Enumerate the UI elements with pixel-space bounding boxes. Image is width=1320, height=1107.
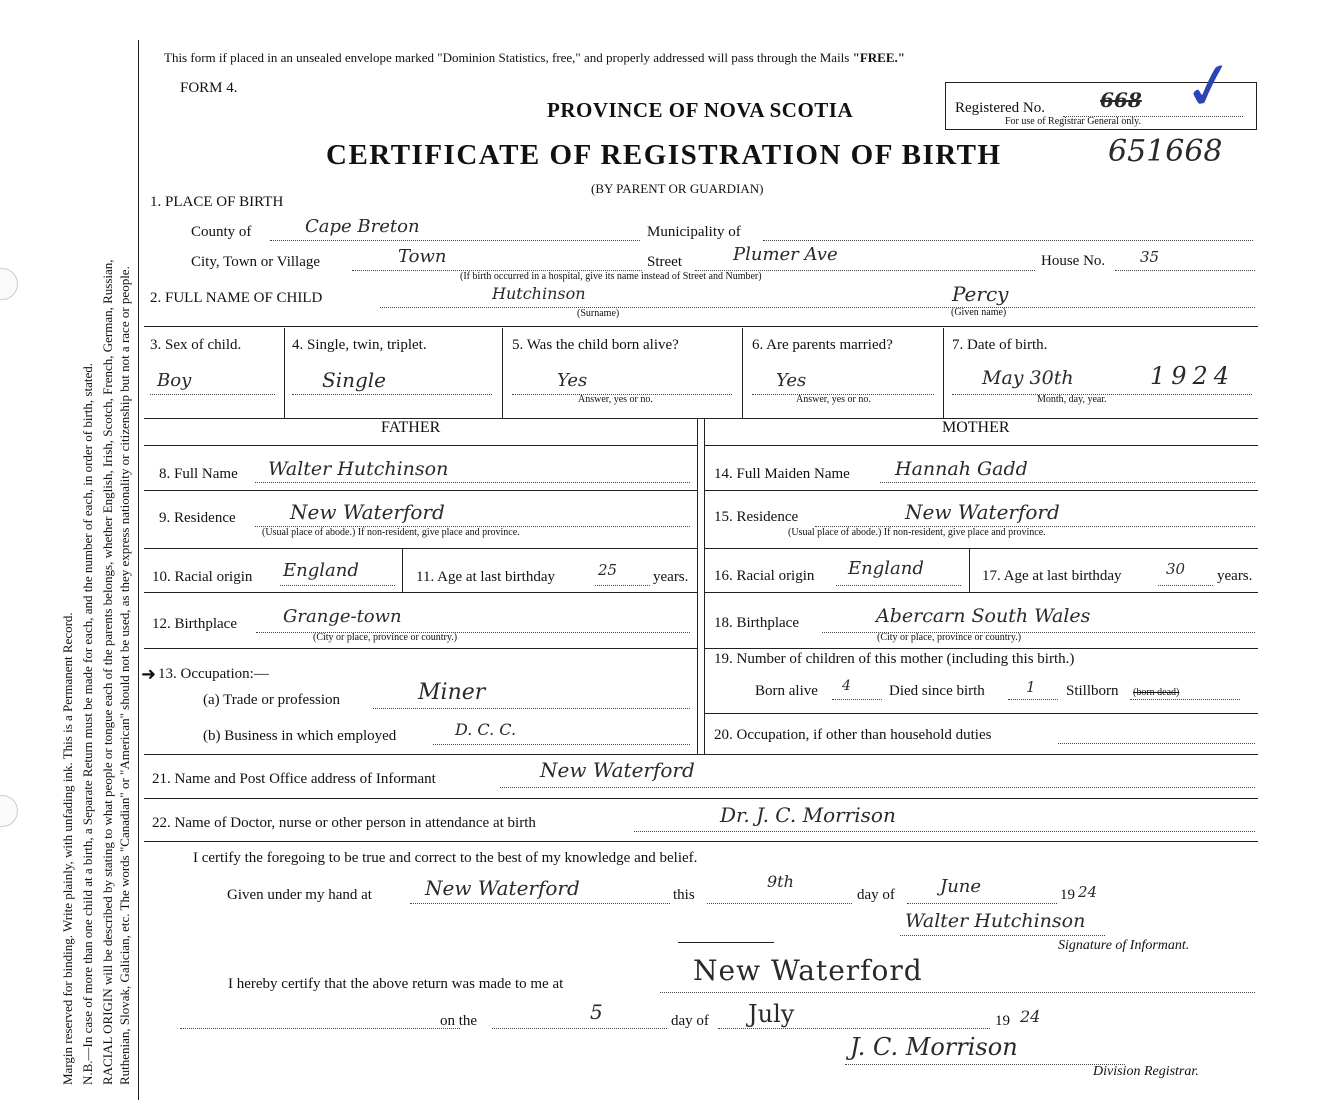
- registrar-place-value: New Waterford: [693, 954, 923, 987]
- mother-residence-label: 15. Residence: [714, 509, 799, 525]
- mother-age-value: 30: [1166, 560, 1186, 578]
- arrow-icon: ➜: [141, 664, 157, 684]
- father-residence-label: 9. Residence: [159, 510, 236, 526]
- row15-bottom-m: [704, 548, 1258, 549]
- children-label: 19. Number of children of this mother (including this birth.): [714, 651, 1075, 667]
- registrar-note: For use of Registrar General only.: [1005, 116, 1141, 127]
- day-value: 9th: [767, 872, 794, 891]
- mother-age-label: 17. Age at last birthday: [982, 568, 1122, 584]
- died-value: 1: [1026, 678, 1036, 696]
- parents-top: [144, 418, 1258, 419]
- business-value: D. C. C.: [455, 720, 517, 739]
- registrar-day-line: [492, 1028, 667, 1029]
- margin-divider: [138, 40, 139, 1100]
- informant-signature: Walter Hutchinson: [905, 910, 1086, 932]
- father-heading: FATHER: [381, 419, 441, 436]
- row22-bottom: [144, 841, 1258, 842]
- registrar-month-line: [718, 1028, 990, 1029]
- mail-notice: [164, 50, 905, 66]
- row12-bottom-f: [144, 648, 697, 649]
- municipality-label: Municipality of: [647, 224, 741, 240]
- child-name-label: 2. FULL NAME OF CHILD: [150, 290, 323, 306]
- dob-value: May 30th: [982, 367, 1074, 389]
- doctor-line: [634, 831, 1255, 832]
- form-number: FORM 4.: [180, 80, 238, 96]
- father-birthplace-value: Grange-town: [283, 606, 402, 627]
- house-line: [1115, 270, 1255, 271]
- margin-note-racial-origin: RACIAL ORIGIN will be described by stating to what people or tongue each of the parents belongs, whether English, Irish, Scotch, French, German, Russian,: [100, 259, 115, 1085]
- business-line: [433, 744, 690, 745]
- street-label: Street: [647, 254, 682, 270]
- punch-hole-bottom: [0, 795, 18, 827]
- child-surname-value: Hutchinson: [492, 284, 586, 303]
- heading-underline-father: [144, 445, 697, 446]
- punch-hole-top: [0, 268, 18, 300]
- child-given-caption: (Given name): [951, 307, 1007, 318]
- mother-occupation-label: 20. Occupation, if other than household duties: [714, 727, 992, 743]
- row18-bottom-m: [704, 648, 1258, 649]
- mother-age-line: [1158, 585, 1213, 586]
- occupation-label: 13. Occupation:—: [158, 666, 269, 682]
- street-value: Plumer Ave: [733, 244, 838, 265]
- city-label: City, Town or Village: [191, 254, 321, 270]
- registrar-statement: I hereby certify that the above return was made to me at: [228, 976, 564, 992]
- dob-caption: Month, day, year.: [1037, 394, 1107, 405]
- section-divider: [678, 942, 774, 943]
- registrar-place-line: [660, 992, 1255, 993]
- signature-line: [900, 935, 1105, 936]
- parents-divider: [697, 418, 698, 754]
- married-caption: Answer, yes or no.: [796, 394, 871, 405]
- alive-value: Yes: [557, 370, 588, 391]
- checkmark-icon: ✓: [1176, 45, 1243, 129]
- registrar-lead-line: [180, 1028, 460, 1029]
- row14-bottom-m: [704, 490, 1258, 491]
- house-label: House No.: [1041, 253, 1106, 269]
- born-alive-label: Born alive: [755, 683, 818, 699]
- stillborn-label: Stillborn: [1066, 683, 1119, 699]
- row19-bottom-m: [704, 713, 1258, 714]
- row3-div4: [943, 328, 944, 418]
- father-residence-value: New Waterford: [290, 500, 445, 524]
- margin-note-binding: Margin reserved for binding. Write plainly, with unfading ink. This is a Permanent Record.: [60, 612, 75, 1085]
- row21-bottom: [144, 798, 1258, 799]
- informant-value: New Waterford: [540, 758, 695, 782]
- mother-occupation-line: [1058, 743, 1255, 744]
- certify-statement: I certify the foregoing to be true and correct to the best of my knowledge and belief.: [193, 850, 698, 866]
- mother-birthplace-value: Abercarn South Wales: [876, 605, 1091, 627]
- registrar-day-of-label: day of: [671, 1013, 709, 1029]
- alive-caption: Answer, yes or no.: [578, 394, 653, 405]
- row3-div3: [742, 328, 743, 418]
- year-value: 24: [1078, 883, 1098, 901]
- county-line: [270, 240, 640, 241]
- given-place-value: New Waterford: [425, 876, 580, 900]
- place-of-birth-heading: 1. PLACE OF BIRTH: [150, 194, 284, 210]
- registrar-day-value: 5: [590, 1000, 603, 1024]
- trade-value: Miner: [418, 680, 486, 705]
- row8-bottom-f: [144, 490, 697, 491]
- died-label: Died since birth: [889, 683, 985, 699]
- registrar-caption: Division Registrar.: [1093, 1064, 1199, 1079]
- alive-label: 5. Was the child born alive?: [512, 337, 679, 353]
- row16-bottom-m: [704, 592, 1258, 593]
- day-of-label: day of: [857, 887, 895, 903]
- row16-div: [969, 548, 970, 592]
- hospital-note: (If birth occurred in a hospital, give its name instead of Street and Number): [460, 271, 762, 282]
- father-age-value: 25: [598, 561, 618, 579]
- parents-bottom: [144, 754, 1258, 755]
- informant-label: 21. Name and Post Office address of Informant: [152, 771, 436, 787]
- father-birthplace-caption: (City or place, province or country.): [313, 632, 458, 643]
- single-label: 4. Single, twin, triplet.: [292, 337, 427, 353]
- month-line: [907, 903, 1057, 904]
- province-title: PROVINCE OF NOVA SCOTIA: [547, 98, 854, 122]
- county-value: Cape Breton: [305, 216, 420, 237]
- row9-bottom-f: [144, 548, 697, 549]
- certificate-number: 651668: [1108, 134, 1223, 169]
- father-name-label: 8. Full Name: [159, 466, 238, 482]
- father-name-line: [255, 482, 690, 483]
- mother-birthplace-label: 18. Birthplace: [714, 615, 799, 631]
- father-birthplace-label: 12. Birthplace: [152, 616, 237, 632]
- mother-birthplace-caption: (City or place, province or country.): [877, 632, 1022, 643]
- registrar-signature-line: [845, 1064, 1125, 1065]
- mother-race-label: 16. Racial origin: [714, 568, 815, 584]
- row10-div: [402, 548, 403, 592]
- certificate-subtitle: (BY PARENT OR GUARDIAN): [591, 181, 764, 196]
- row3-div1: [284, 328, 285, 418]
- mother-heading: MOTHER: [942, 419, 1010, 436]
- stillborn-struck: (born dead): [1133, 687, 1180, 698]
- father-name-value: Walter Hutchinson: [268, 458, 449, 480]
- dob-year: 1924: [1150, 362, 1236, 390]
- city-value: Town: [398, 246, 447, 267]
- registrar-year-prefix: 19: [995, 1013, 1010, 1029]
- single-line: [292, 394, 492, 395]
- mail-notice-text: This form if placed in an unsealed envelope marked "Dominion Statistics, free," and properly addressed will pass through the Mails: [164, 50, 853, 65]
- parents-divider2: [704, 418, 705, 754]
- informant-line: [500, 787, 1255, 788]
- row3-top: [144, 326, 1258, 327]
- row3-div2: [502, 328, 503, 418]
- registrar-month-value: July: [748, 1000, 795, 1028]
- year-prefix: 19: [1060, 887, 1075, 903]
- born-alive-line: [832, 699, 882, 700]
- registrar-signature: J. C. Morrison: [850, 1033, 1018, 1061]
- registered-label: Registered No.: [955, 100, 1045, 116]
- sex-label: 3. Sex of child.: [150, 337, 242, 353]
- doctor-label: 22. Name of Doctor, nurse or other person in attendance at birth: [152, 815, 536, 831]
- mother-age-suffix: years.: [1217, 568, 1253, 584]
- father-residence-caption: (Usual place of abode.) If non-resident, give place and province.: [262, 527, 520, 538]
- child-name-line: [380, 307, 1255, 308]
- born-alive-value: 4: [842, 678, 851, 694]
- on-the-label: on the: [440, 1013, 478, 1029]
- mother-residence-caption: (Usual place of abode.) If non-resident, give place and province.: [788, 527, 1046, 538]
- business-label: (b) Business in which employed: [203, 728, 397, 744]
- mother-race-value: England: [848, 558, 924, 579]
- died-line: [1008, 699, 1058, 700]
- father-age-line: [595, 585, 650, 586]
- mail-notice-free: "FREE.": [852, 50, 905, 65]
- this-label: this: [673, 887, 695, 903]
- married-label: 6. Are parents married?: [752, 337, 893, 353]
- trade-line: [373, 708, 690, 709]
- father-age-label: 11. Age at last birthday: [416, 569, 555, 585]
- margin-note-racial-origin-cont: Ruthenian, Slovak, Galician, etc. The words "Canadian" or "American" should not be used, as they express nationality or citizenship but not a race or people.: [117, 266, 132, 1085]
- mother-name-value: Hannah Gadd: [895, 458, 1028, 480]
- father-race-label: 10. Racial origin: [152, 569, 253, 585]
- trade-label: (a) Trade or profession: [203, 692, 341, 708]
- certificate-title: CERTIFICATE OF REGISTRATION OF BIRTH: [326, 139, 1002, 171]
- day-line: [707, 903, 852, 904]
- child-given-value: Percy: [952, 282, 1009, 306]
- county-label: County of: [191, 224, 252, 240]
- child-surname-caption: (Surname): [577, 308, 620, 319]
- father-race-line: [280, 585, 395, 586]
- mother-name-line: [880, 482, 1255, 483]
- stillborn-line: [1130, 699, 1240, 700]
- registered-value: 668: [1100, 88, 1142, 112]
- margin-note-multiple-births: N.B.—In case of more than one child at a birth, a Separate Return must be made for each, and the number of each, in order of birth, stated.: [80, 363, 95, 1085]
- given-label: Given under my hand at: [227, 887, 372, 903]
- month-value: June: [940, 876, 982, 897]
- municipality-line: [763, 240, 1253, 241]
- signature-caption: Signature of Informant.: [1058, 938, 1190, 953]
- doctor-value: Dr. J. C. Morrison: [720, 803, 896, 827]
- registrar-year-value: 24: [1020, 1007, 1041, 1026]
- married-value: Yes: [776, 370, 807, 391]
- mother-name-label: 14. Full Maiden Name: [714, 466, 850, 482]
- dob-label: 7. Date of birth.: [952, 337, 1048, 353]
- sex-value: Boy: [157, 370, 192, 391]
- mother-race-line: [836, 585, 961, 586]
- house-value: 35: [1140, 248, 1160, 266]
- mother-residence-value: New Waterford: [905, 500, 1060, 524]
- sex-line: [150, 394, 275, 395]
- row10-bottom-f: [144, 592, 697, 593]
- heading-underline-mother: [704, 445, 1258, 446]
- father-race-value: England: [283, 560, 359, 581]
- given-place-line: [410, 903, 670, 904]
- father-age-suffix: years.: [653, 569, 689, 585]
- single-value: Single: [322, 368, 387, 392]
